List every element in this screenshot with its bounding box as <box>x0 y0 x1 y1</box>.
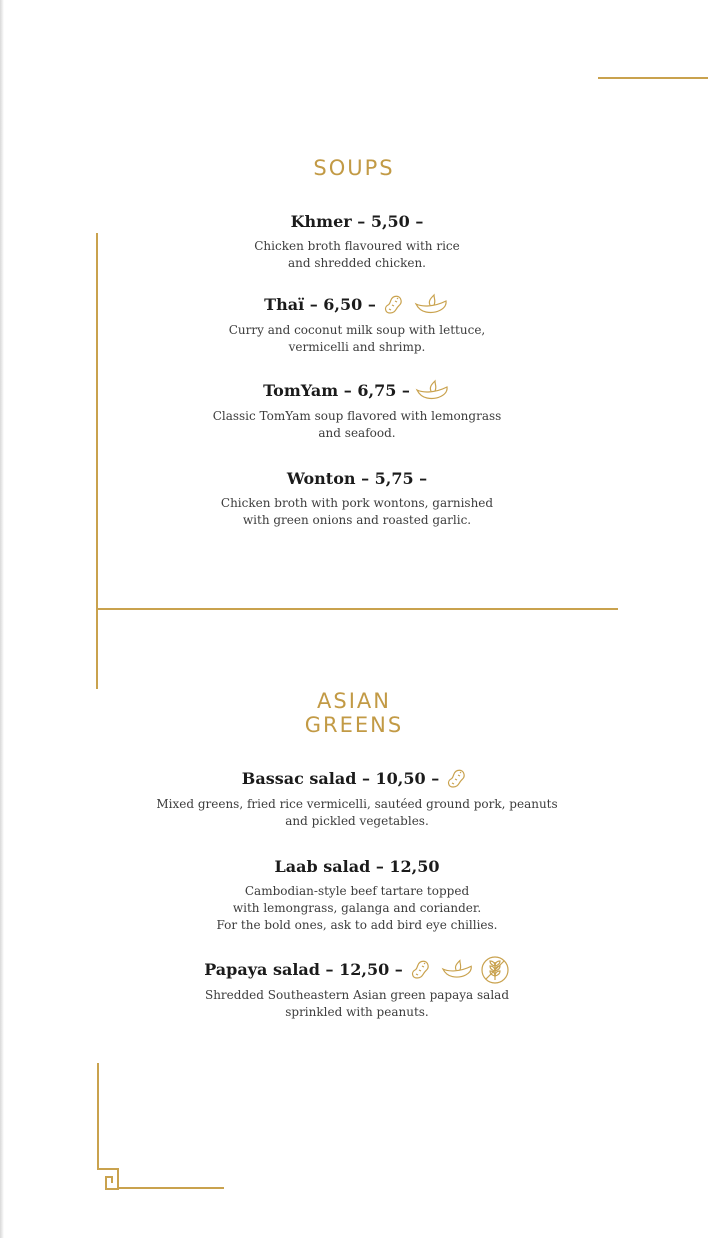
menu-item-bassac-salad <box>100 767 614 830</box>
soups-title: SOUPS <box>313 156 395 180</box>
item-name: TomYam – 6,75 – <box>263 379 451 403</box>
item-name: Laab salad – 12,50 <box>274 857 440 876</box>
menu-item-thai <box>120 293 594 356</box>
corner-ornament <box>96 1163 124 1191</box>
menu-item-wonton <box>120 468 594 529</box>
bottom-frame-horizontal <box>118 1187 224 1189</box>
item-name: Bassac salad – 10,50 – <box>242 767 472 791</box>
chili-icon <box>441 958 475 982</box>
item-description: Classic TomYam soup flavored with lemongrass and seafood. <box>212 409 502 440</box>
menu-item-tomyam <box>120 379 594 442</box>
bottom-frame-vertical <box>97 1063 99 1169</box>
soups-frame-horizontal <box>96 608 618 610</box>
item-description: Chicken broth flavoured with rice and shredded chicken. <box>254 239 460 270</box>
item-description: Curry and coconut milk soup with lettuce, vermicelli and shrimp. <box>228 323 486 354</box>
item-description: Chicken broth with pork wontons, garnished with green onions and roasted garlic. <box>220 496 494 527</box>
peanut-icon <box>444 767 472 791</box>
menu-item-khmer <box>120 211 594 272</box>
menu-item-laab-salad <box>120 856 594 934</box>
item-description: Shredded Southeastern Asian green papaya salad sprinkled with peanuts. <box>204 988 510 1019</box>
chili-icon <box>415 379 451 403</box>
item-name: Papaya salad – 12,50 – <box>204 955 510 985</box>
asian-greens-title: ASIAN GREENS <box>304 689 404 737</box>
item-description: Cambodian-style beef tartare topped with lemongrass, galanga and coriander. For the bold ones, ask to add bird eye chillies. <box>216 884 498 932</box>
peanut-icon <box>381 293 409 317</box>
item-name: Wonton – 5,75 – <box>286 469 428 488</box>
item-name: Thaï – 6,50 – <box>264 293 450 317</box>
item-description: Mixed greens, fried rice vermicelli, sautéed ground pork, peanuts and pickled vegetables. <box>156 797 558 828</box>
peanut-icon <box>408 958 436 982</box>
page-edge-shadow <box>0 0 4 1238</box>
menu-item-papaya-salad <box>120 955 594 1021</box>
top-right-rule <box>598 77 708 79</box>
chili-icon <box>414 293 450 317</box>
item-name: Khmer – 5,50 – <box>290 212 424 231</box>
soups-frame-vertical <box>96 233 98 689</box>
gluten-free-icon <box>480 955 510 985</box>
